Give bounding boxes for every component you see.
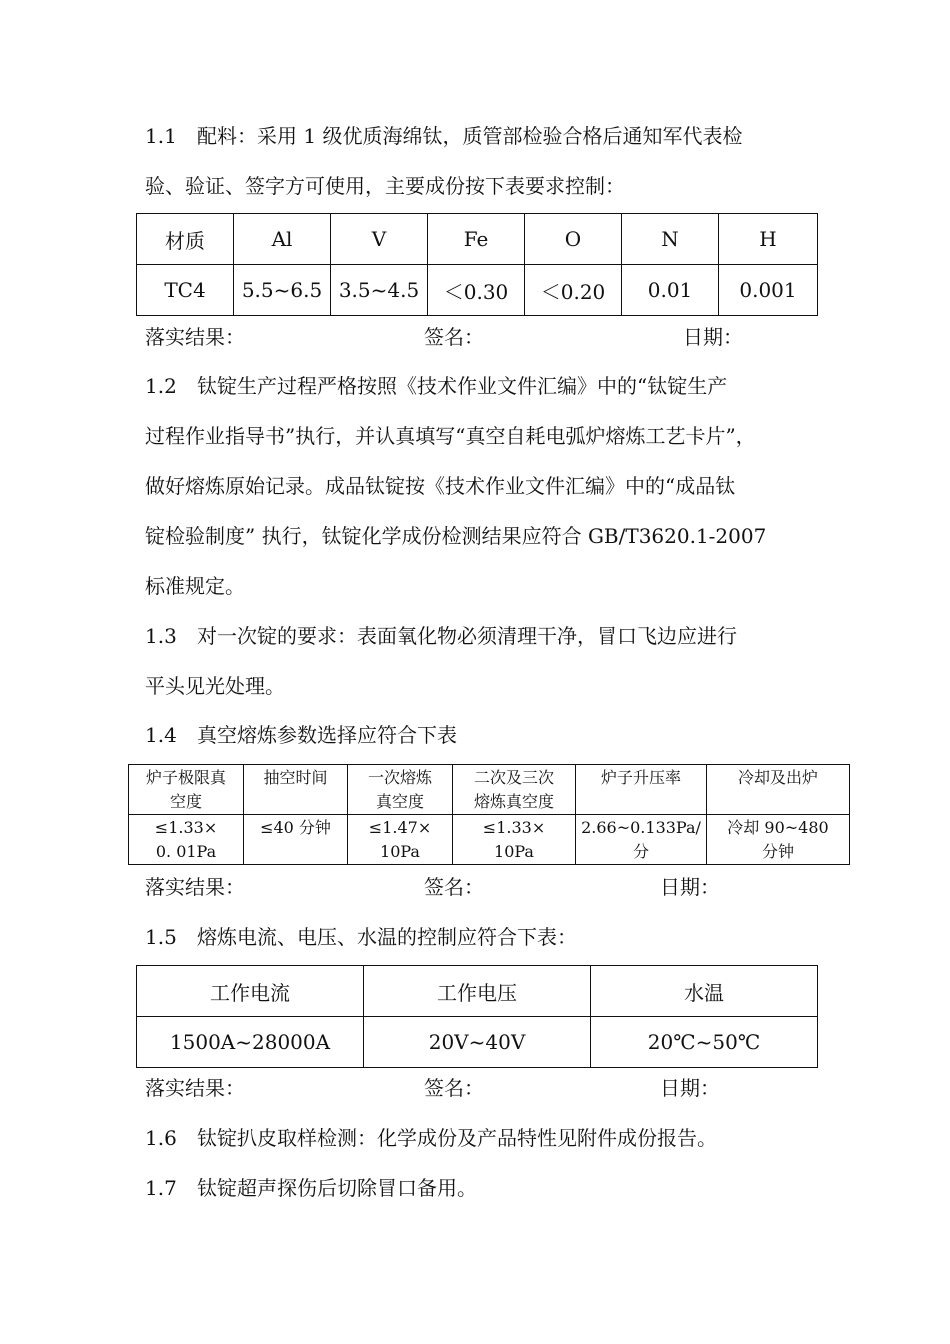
- section-1-1-line-2: 验、验证、签字方可使用，主要成份按下表要求控制：: [145, 174, 625, 198]
- section-number: 1.7: [145, 1176, 177, 1200]
- electrical-parameters-table: [136, 965, 818, 1068]
- table-cell: ＜0.30: [428, 265, 525, 316]
- section-1-2-line-4: 锭检验制度” 执行，钛锭化学成份检测结果应符合 GB/T3620.1-2007: [145, 524, 767, 548]
- paragraph-text: 真空熔炼参数选择应符合下表: [197, 723, 457, 747]
- cell-line: 冷却 90~480: [727, 818, 829, 837]
- table-cell: 20V~40V: [364, 1017, 591, 1068]
- section-1-6-line: [145, 1125, 717, 1151]
- cell-line: ≤1.33×: [482, 818, 546, 837]
- section-1-2-line-2: 过程作业指导书”执行，并认真填写“真空自耗电弧炉熔炼工艺卡片”，: [145, 424, 756, 448]
- cell-line: 真空度: [375, 792, 424, 811]
- table-cell: [453, 765, 576, 815]
- table-cell: [576, 765, 707, 815]
- table-cell: ＜0.20: [525, 265, 622, 316]
- table-header-row: [137, 966, 818, 1017]
- signature-label: 签名：: [424, 325, 484, 349]
- table-cell: [348, 765, 453, 815]
- section-1-2-line-1: [145, 373, 727, 399]
- section-1-4-line: [145, 722, 457, 748]
- section-number: 1.6: [145, 1126, 177, 1150]
- table-row: [137, 265, 818, 316]
- cell-line: 2.66~0.133Pa/: [581, 818, 701, 837]
- table-cell: [348, 815, 453, 865]
- section-number: 1.5: [145, 925, 177, 949]
- section-number: 1.3: [145, 624, 177, 648]
- date-label: 日期：: [660, 875, 720, 899]
- section-1-2-line-3: 做好熔炼原始记录。成品钛锭按《技术作业文件汇编》中的“成品钛: [145, 474, 736, 498]
- cell-line: 抽空时间: [263, 768, 328, 787]
- cell-line: 冷却及出炉: [737, 768, 818, 787]
- table-cell: [244, 765, 348, 815]
- date-label: 日期：: [683, 325, 743, 349]
- section-number: 1.1: [145, 124, 177, 148]
- table-cell: 0.01: [622, 265, 719, 316]
- paragraph-text: 对一次锭的要求：表面氧化物必须清理干净，冒口飞边应进行: [197, 624, 737, 648]
- table-header-row: [137, 214, 818, 265]
- table-cell: 5.5~6.5: [234, 265, 331, 316]
- cell-line: 0. 01Pa: [155, 842, 217, 861]
- cell-line: 二次及三次: [473, 768, 554, 787]
- cell-line: 熔炼真空度: [473, 792, 554, 811]
- cell-line: ≤1.47×: [368, 818, 432, 837]
- signature-label: 签名：: [424, 1076, 484, 1100]
- cell-line: 10Pa: [380, 842, 420, 861]
- table-cell: 20℃~50℃: [591, 1017, 818, 1068]
- section-1-3-line-2: 平头见光处理。: [145, 674, 285, 698]
- table-row: [129, 815, 850, 865]
- table-cell: 0.001: [719, 265, 818, 316]
- cell-line: 分: [632, 842, 649, 861]
- table-cell: [244, 815, 348, 865]
- table-cell: 材质: [137, 214, 234, 265]
- result-label: 落实结果：: [145, 1076, 245, 1100]
- cell-line: 分钟: [761, 842, 794, 861]
- table-cell: TC4: [137, 265, 234, 316]
- table-cell: [129, 765, 244, 815]
- result-label: 落实结果：: [145, 325, 245, 349]
- date-label: 日期：: [660, 1076, 720, 1100]
- table-cell: Al: [234, 214, 331, 265]
- table-cell: [707, 815, 850, 865]
- table-cell: H: [719, 214, 818, 265]
- paragraph-text: 钛锭超声探伤后切除冒口备用。: [197, 1176, 477, 1200]
- section-1-1-line-1: [145, 123, 742, 149]
- table-cell: 1500A~28000A: [137, 1017, 364, 1068]
- composition-table: [136, 213, 818, 316]
- result-label: 落实结果：: [145, 875, 245, 899]
- table-header-row: [129, 765, 850, 815]
- table-cell: [576, 815, 707, 865]
- paragraph-text: 配料：采用 1 级优质海绵钛，质管部检验合格后通知军代表检: [197, 124, 743, 148]
- paragraph-text: 熔炼电流、电压、水温的控制应符合下表：: [197, 925, 577, 949]
- section-1-7-line: [145, 1175, 477, 1201]
- table-row: [137, 1017, 818, 1068]
- table-cell: 3.5~4.5: [331, 265, 428, 316]
- section-1-2-line-5: 标准规定。: [145, 574, 245, 598]
- table-cell: 水温: [591, 966, 818, 1017]
- cell-line: 10Pa: [494, 842, 534, 861]
- table-cell: [129, 815, 244, 865]
- cell-line: ≤1.33×: [154, 818, 218, 837]
- table-cell: V: [331, 214, 428, 265]
- table-cell: Fe: [428, 214, 525, 265]
- table-cell: 工作电流: [137, 966, 364, 1017]
- section-1-5-line: [145, 924, 577, 950]
- table-cell: [453, 815, 576, 865]
- table-cell: 工作电压: [364, 966, 591, 1017]
- section-number: 1.4: [145, 723, 177, 747]
- cell-line: 空度: [169, 792, 202, 811]
- table-cell: O: [525, 214, 622, 265]
- vacuum-parameters-table: [128, 764, 850, 865]
- cell-line: 炉子极限真: [145, 768, 226, 787]
- cell-line: ≤40 分钟: [260, 818, 331, 837]
- section-1-3-line-1: [145, 623, 737, 649]
- cell-line: 一次熔炼: [367, 768, 432, 787]
- paragraph-text: 钛锭生产过程严格按照《技术作业文件汇编》中的“钛锭生产: [197, 374, 728, 398]
- table-cell: N: [622, 214, 719, 265]
- table-cell: [707, 765, 850, 815]
- signature-label: 签名：: [424, 875, 484, 899]
- cell-line: 炉子升压率: [600, 768, 681, 787]
- paragraph-text: 钛锭扒皮取样检测：化学成份及产品特性见附件成份报告。: [197, 1126, 717, 1150]
- section-number: 1.2: [145, 374, 177, 398]
